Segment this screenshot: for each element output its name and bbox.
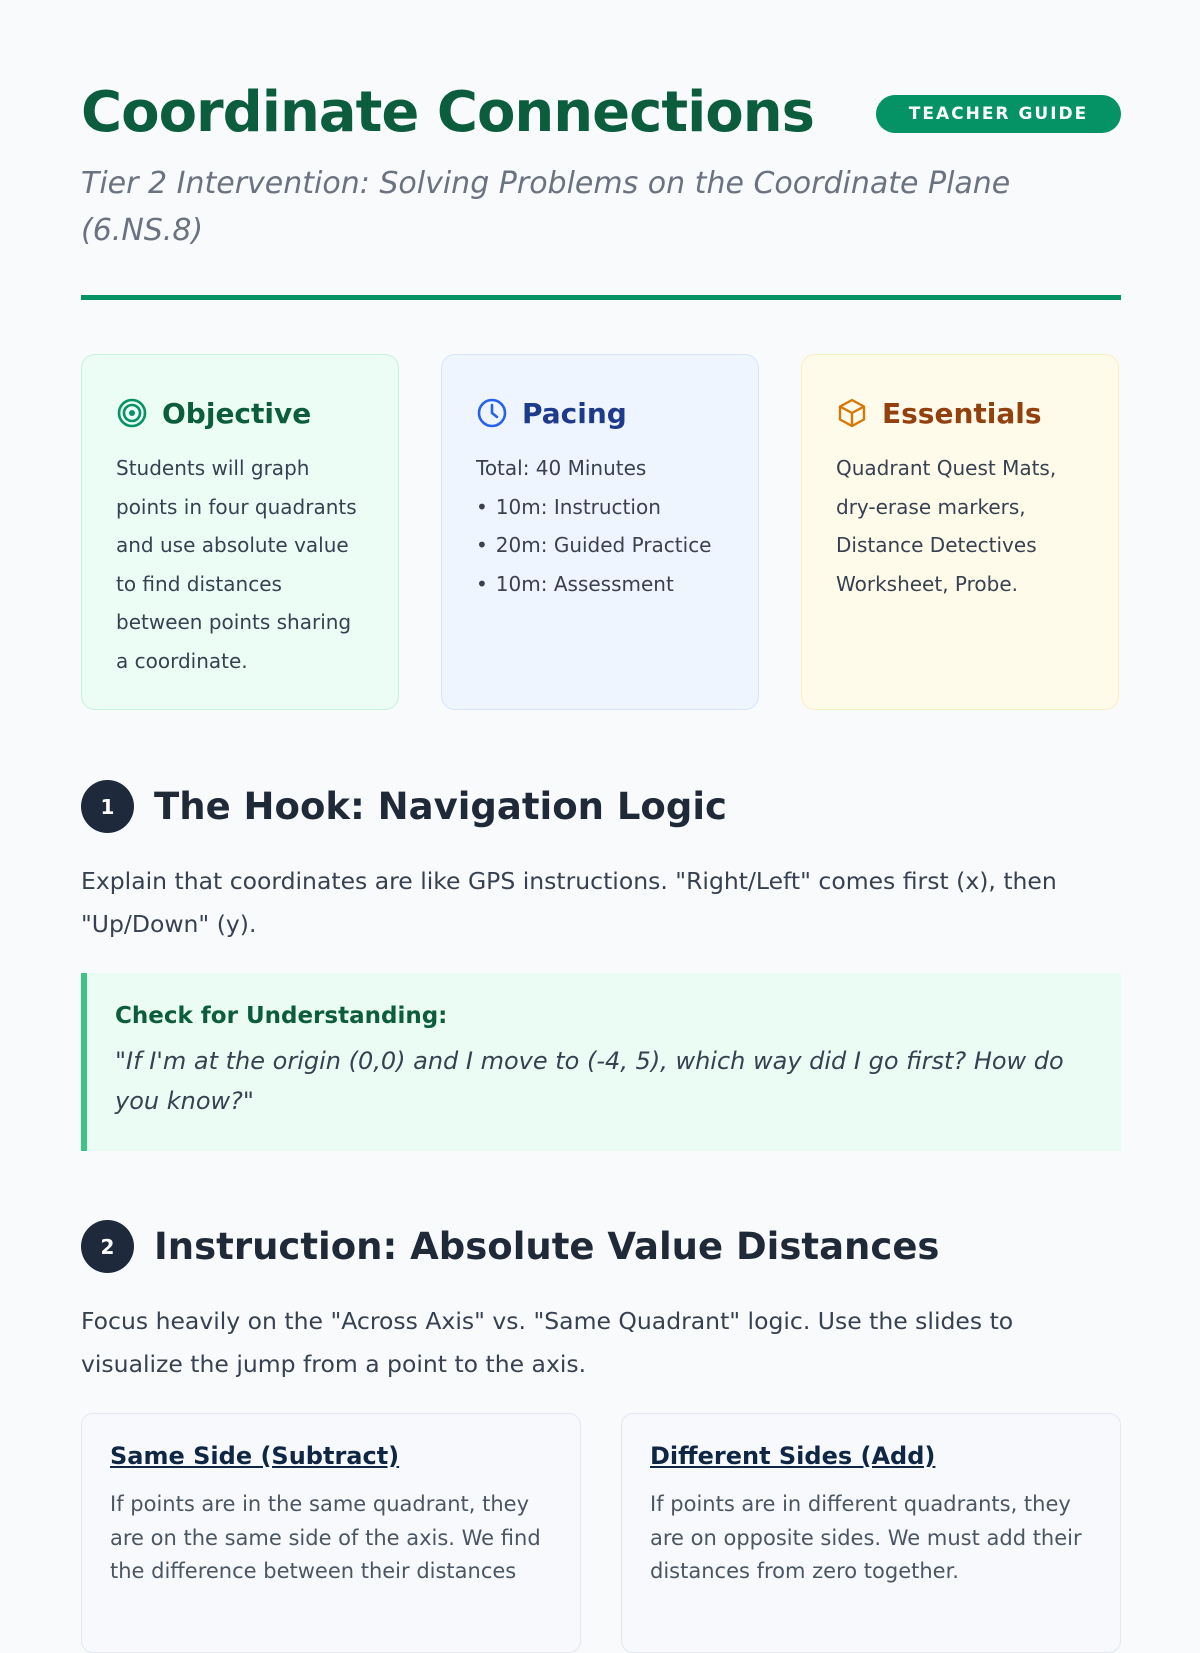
- different-sides-text: If points are in different quadrants, they are on opposite sides. We must add their distances from zero together.: [650, 1492, 1082, 1583]
- pacing-card-header: [476, 393, 724, 433]
- pacing-item: • 10m: Instruction: [476, 488, 724, 527]
- section-title: The Hook: Navigation Logic: [154, 785, 727, 828]
- section-number-badge: 1: [81, 780, 134, 833]
- callout-label: Check for Understanding:: [115, 1003, 448, 1029]
- essentials-card-header: [836, 393, 1084, 433]
- section-1-text: Explain that coordinates are like GPS instructions. "Right/Left" comes first (x), then "Up/Down" (y).: [81, 867, 1057, 938]
- section-2-header: [81, 1220, 939, 1273]
- different-sides-card: [621, 1413, 1121, 1653]
- objective-card-title: Objective: [162, 396, 312, 430]
- objective-card-text: Students will graph points in four quadrants and use absolute value to find distances between points sharing a coordinate.: [116, 456, 357, 673]
- page-title: Coordinate Connections: [81, 80, 814, 145]
- essentials-card: [801, 354, 1119, 710]
- essentials-card-text: Quadrant Quest Mats, dry-erase markers, Distance Detectives Worksheet, Probe.: [836, 456, 1057, 596]
- teacher-guide-badge: TEACHER GUIDE: [876, 95, 1121, 133]
- section-title: Instruction: Absolute Value Distances: [154, 1225, 940, 1268]
- pacing-total: Total: 40 Minutes: [476, 456, 647, 480]
- pacing-list: [476, 488, 724, 604]
- check-for-understanding-callout: [81, 973, 1121, 1151]
- section-2-text: Focus heavily on the "Across Axis" vs. "Same Quadrant" logic. Use the slides to visualize the jump from a point to the axis.: [81, 1307, 1014, 1378]
- callout-quote: "If I'm at the origin (0,0) and I move to (-4, 5), which way did I go first? How do you know?": [115, 1047, 1064, 1115]
- same-side-card: [81, 1413, 581, 1653]
- section-number-badge: 2: [81, 1220, 134, 1273]
- pacing-card-title: Pacing: [522, 396, 627, 430]
- section-1-header: [81, 780, 727, 833]
- header-divider: [81, 295, 1121, 300]
- same-side-text: If points are in the same quadrant, they are on the same side of the axis. We find the difference between their distances: [110, 1492, 541, 1583]
- objective-card: [81, 354, 399, 710]
- box-icon: [836, 397, 868, 429]
- essentials-card-title: Essentials: [882, 396, 1042, 430]
- pacing-item: • 10m: Assessment: [476, 565, 724, 604]
- objective-card-header: [116, 393, 364, 433]
- pacing-card-text: [476, 449, 724, 603]
- same-side-title: Same Side (Subtract): [110, 1442, 400, 1470]
- page-subtitle: Tier 2 Intervention: Solving Problems on the Coordinate Plane (6.NS.8): [81, 166, 1011, 248]
- different-sides-title: Different Sides (Add): [650, 1442, 936, 1470]
- clock-icon: [476, 397, 508, 429]
- pacing-card: [441, 354, 759, 710]
- pacing-item: • 20m: Guided Practice: [476, 526, 724, 565]
- target-icon: [116, 397, 148, 429]
